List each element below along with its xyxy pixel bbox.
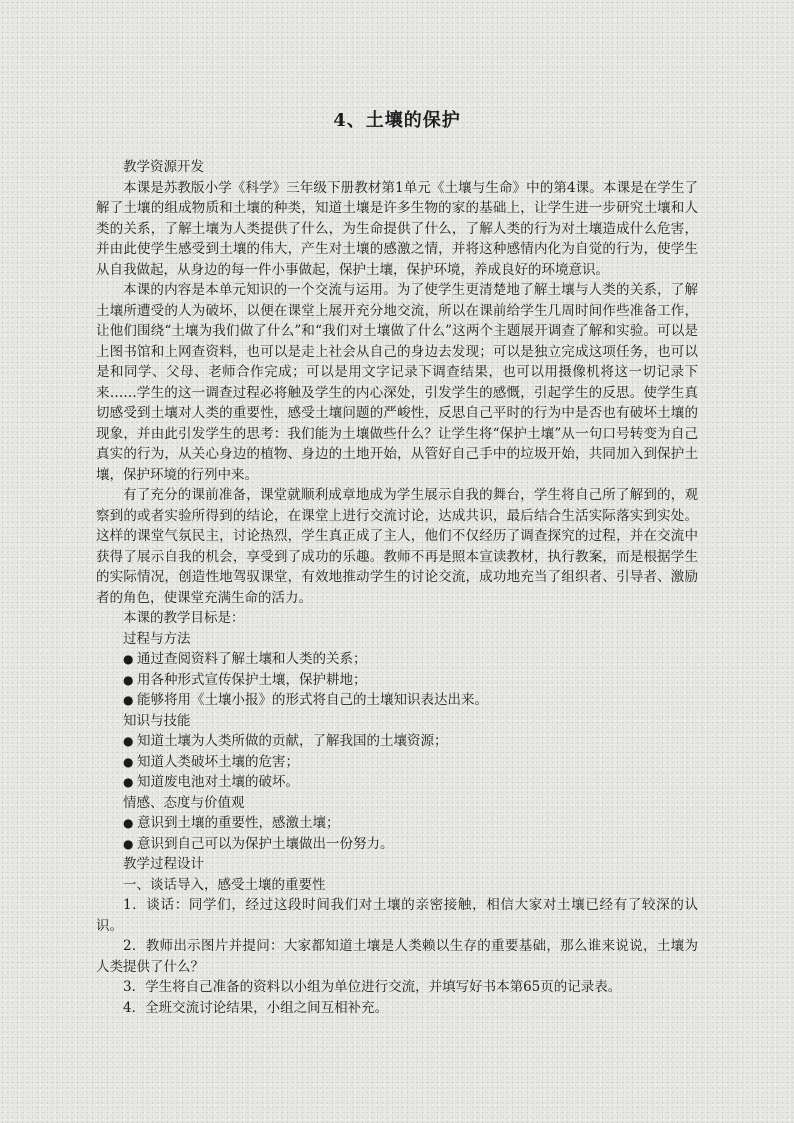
objective-bullet-item: [96, 690, 698, 711]
body-line: 教学过程设计: [123, 856, 204, 872]
bullet-text: 知道人类破坏土壤的危害；: [137, 753, 299, 770]
objective-bullet-item: [96, 772, 698, 793]
bullet-dot-icon: ●: [123, 775, 134, 789]
body-line: 教学资源开发: [123, 159, 204, 175]
body-line: 4．全班交流讨论结果，小组之间互相补充。: [123, 999, 389, 1016]
document-page: [96, 0, 698, 1123]
body-paragraph: 本课的内容是本单元知识的一个交流与运用。为了使学生更清楚地了解土壤与人类的关系，了解土壤所遭受的人为破坏，以便在课堂上展开充分地交流，所以在课前给学生几周时间作些准备工作，让他们围绕“土壤为我们做了什么”和“我们对土壤做了什么”这两个主题展开调查了解和实验。可以是上图书馆和上网查资料，也可以是走上社会从自己的身边去发现；可以是独立完成这项任务，也可以是和同学、父母、老师合作完成；可以是用文字记录下调查结果，也可以用摄像机将这一切记录下来……学生的这一调查过程必将触及学生的内心深处，引发学生的感慨，引起学生的反思。使学生真切感受到土壤对人类的重要性，感受土壤问题的严峻性，反思自己平时的行为中是否也有破坏土壤的现象，并由此引发学生的思考：我们能为土壤做些什么？让学生将“保护土壤”从一句口号转变为自己真实的行为，从关心身边的植物、身边的土地开始，从管好自己手中的垃圾开始，共同加入到保护土壤，保护环境的行列中来。: [96, 282, 698, 483]
body-line: 知识与技能: [123, 712, 191, 729]
body-paragraph: 本课是苏教版小学《科学》三年级下册教材第1单元《土壤与生命》中的第4课。本课是在学生了解了土壤的组成物质和土壤的种类，知道土壤是许多生物的家的基础上，让学生进一步研究土壤和人类的关系，了解土壤为人类提供了什么，为生命提供了什么，了解人类的行为对土壤造成什么危害，并由此使学生感受到土壤的伟大，产生对土壤的感激之情，并将这种感情内化为自觉的行为，使学生从自我做起，从身边的每一件小事做起，保护土壤，保护环境，养成良好的环境意识。: [96, 179, 698, 278]
bullet-text: 能够将用《土壤小报》的形式将自己的土壤知识表达出来。: [137, 692, 488, 708]
bullet-dot-icon: ●: [123, 836, 134, 851]
body-line: 过程与方法: [123, 630, 191, 647]
bullet-dot-icon: ●: [123, 816, 134, 830]
bullet-text: 意识到自己可以为保护土壤做出一份努力。: [137, 835, 394, 852]
body-line: 本课的教学目标是：: [123, 610, 245, 626]
objective-bullet-item: [96, 813, 698, 834]
body-paragraph: 2．教师出示图片并提问：大家都知道土壤是人类赖以生存的重要基础，那么谁来说说，土壤为人类提供了什么？: [96, 938, 698, 975]
bullet-text: 用各种形式宣传保护土壤，保护耕地；: [137, 671, 367, 688]
objective-bullet-item: [96, 670, 698, 691]
bullet-text: 知道废电池对土壤的破坏。: [137, 774, 299, 790]
objective-bullet-item: [96, 731, 698, 752]
bullet-dot-icon: ●: [123, 693, 134, 707]
bullet-text: 意识到土壤的重要性，感激土壤；: [137, 815, 340, 831]
page-title: 4、土壤的保护: [333, 110, 461, 131]
objective-bullet-item: [96, 834, 698, 855]
bullet-text: 知道土壤为人类所做的贡献，了解我国的土壤资源；: [137, 733, 448, 749]
bullet-dot-icon: ●: [123, 652, 134, 666]
body-line: 3．学生将自己准备的资料以小组为单位进行交流，并填写好书本第65页的记录表。: [123, 979, 622, 995]
bullet-dot-icon: ●: [123, 672, 134, 687]
objective-bullet-item: [96, 649, 698, 670]
body-line: 一、谈话导入，感受土壤的重要性: [123, 876, 326, 893]
objective-bullet-item: [96, 752, 698, 773]
document-body: [96, 157, 698, 1018]
body-paragraph: 有了充分的课前准备，课堂就顺利成章地成为学生展示自我的舞台，学生将自己所了解到的，观察到的或者实验所得到的结论，在课堂上进行交流讨论，达成共识，最后结合生活实际落实到实处。这样的课堂气氛民主，讨论热烈，学生真正成了主人，他们不仅经历了调查探究的过程，并在交流中获得了展示自我的机会，享受到了成功的乐趣。教师不再是照本宣读教材，执行教案，而是根据学生的实际情况，创造性地驾驭课堂，有效地推动学生的讨论交流，成功地充当了组织者、引导者、激励者的角色，使课堂充满生命的活力。: [96, 487, 698, 606]
bullet-dot-icon: ●: [123, 734, 134, 748]
bullet-text: 通过查阅资料了解土壤和人类的关系；: [137, 651, 367, 667]
body-line: 情感、态度与价值观: [123, 794, 245, 811]
bullet-dot-icon: ●: [123, 754, 134, 769]
body-paragraph: 1．谈话：同学们，经过这段时间我们对土壤的亲密接触，相信大家对土壤已经有了较深的认识。: [96, 897, 698, 934]
